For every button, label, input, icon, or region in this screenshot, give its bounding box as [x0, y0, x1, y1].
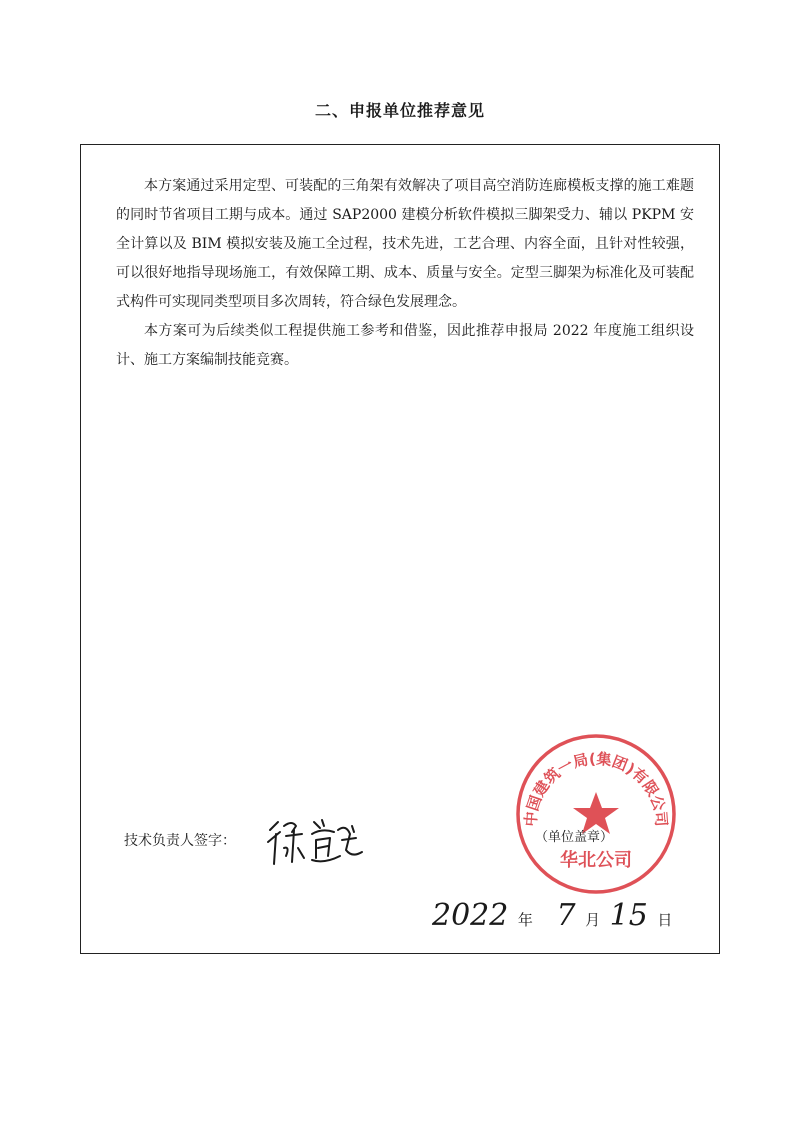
handwritten-date: [432, 898, 672, 933]
seal-ring-text: 中国建筑一局(集团)有限公司: [521, 749, 671, 828]
handwritten-signature: [262, 812, 372, 872]
date-month: 7: [556, 898, 576, 933]
opinion-body: [116, 172, 694, 375]
seal-center-text: 华北公司: [560, 850, 632, 871]
signature-label: 技术负责人签字：: [124, 833, 236, 849]
date-day-unit: 日: [657, 911, 673, 929]
date-month-unit: 月: [585, 911, 601, 929]
page-title: 二、申报单位推荐意见: [314, 101, 485, 120]
opinion-paragraph: 本方案可为后续类似工程提供施工参考和借鉴，因此推荐申报局 2022 年度施工组织设计、施工方案编制技能竞赛。: [116, 323, 694, 368]
date-year-unit: 年: [517, 911, 533, 929]
opinion-paragraph: 本方案通过采用定型、可装配的三角架有效解决了项目高空消防连廊模板支撑的施工难题的同时节省项目工期与成本。通过 SAP2000 建模分析软件模拟三脚架受力、辅以 PKPM 安全计算以及 BIM 模拟安装及施工全过程，技术先进，工艺合理、内容全面，且针对性较强，可以很好地指导现场施工，有效保障工期、成本、质量与安全。定型三脚架为标准化及可装配式构件可实现同类型项目多次周转，符合绿色发展理念。: [116, 178, 694, 310]
date-day: 15: [609, 898, 648, 933]
seal-label: （单位盖章）: [535, 830, 614, 845]
company-seal: [510, 728, 682, 900]
date-year: 2022: [432, 898, 509, 933]
